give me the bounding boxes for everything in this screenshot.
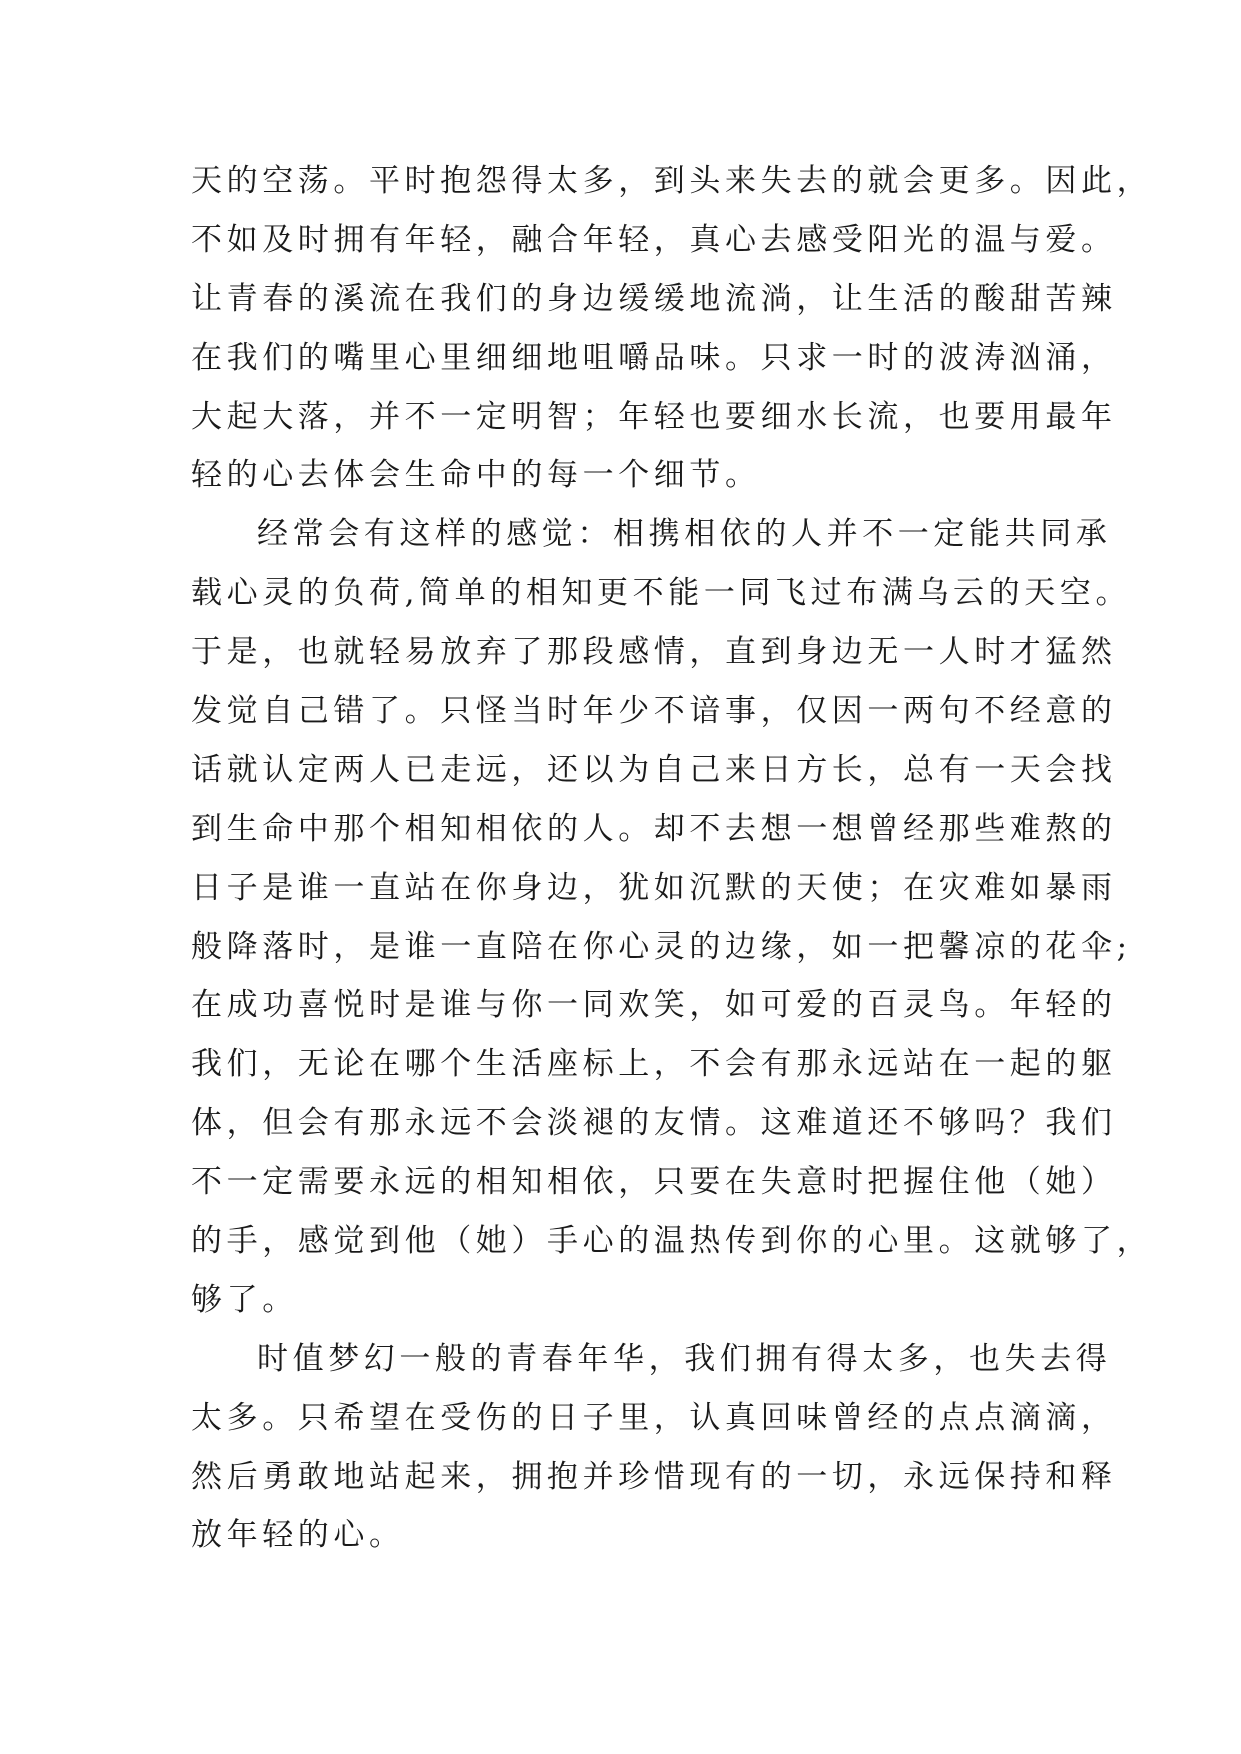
text-line: 的手，感觉到他（她）手心的温热传到你的心里。这就够了， xyxy=(191,1223,1153,1260)
paragraph-2 xyxy=(191,505,1153,1329)
text-line: 轻的心去体会生命中的每一个细节。 xyxy=(191,457,761,494)
text-line: 不如及时拥有年轻，融合年轻，真心去感受阳光的温与爱。 xyxy=(191,221,1117,258)
text-line: 然后勇敢地站起来，拥抱并珍惜现有的一切，永远保持和释 xyxy=(191,1458,1117,1495)
text-line: 让青春的溪流在我们的身边缓缓地流淌，让生活的酸甜苦辣 xyxy=(191,280,1117,317)
text-line: 话就认定两人已走远，还以为自己来日方长，总有一天会找 xyxy=(191,751,1117,788)
paragraph-3 xyxy=(191,1330,1117,1566)
text-line: 发觉自己错了。只怪当时年少不谙事，仅因一两句不经意的 xyxy=(191,693,1117,730)
text-line: 在我们的嘴里心里细细地咀嚼品味。只求一时的波涛汹涌， xyxy=(191,339,1117,376)
text-line: 在成功喜悦时是谁与你一同欢笑，如可爱的百灵鸟。年轻的 xyxy=(191,987,1117,1024)
text-line: 载心灵的负荷,简单的相知更不能一同飞过布满乌云的天空。 xyxy=(191,575,1132,612)
text-line: 般降落时，是谁一直陪在你心灵的边缘，如一把馨凉的花伞; xyxy=(191,928,1132,965)
text-line: 大起大落，并不一定明智；年轻也要细水长流，也要用最年 xyxy=(191,398,1117,435)
text-line: 时值梦幻一般的青春年华，我们拥有得太多，也失去得 xyxy=(257,1340,1112,1377)
text-line: 经常会有这样的感觉：相携相依的人并不一定能共同承 xyxy=(257,516,1112,553)
text-line: 于是，也就轻易放弃了那段感情，直到身边无一人时才猛然 xyxy=(191,634,1117,671)
text-line: 太多。只希望在受伤的日子里，认真回味曾经的点点滴滴， xyxy=(191,1399,1117,1436)
text-line: 放年轻的心。 xyxy=(191,1517,405,1554)
text-line: 够了。 xyxy=(191,1281,298,1318)
text-line: 日子是谁一直站在你身边，犹如沉默的天使；在灾难如暴雨 xyxy=(191,869,1117,906)
body-text xyxy=(191,152,1153,1565)
text-line: 我们，无论在哪个生活座标上，不会有那永远站在一起的躯 xyxy=(191,1046,1117,1083)
text-line: 不一定需要永远的相知相依，只要在失意时把握住他（她） xyxy=(191,1164,1117,1201)
text-line: 到生命中那个相知相依的人。却不去想一想曾经那些难熬的 xyxy=(191,810,1117,847)
text-line: 天的空荡。平时抱怨得太多，到头来失去的就会更多。因此， xyxy=(191,163,1153,199)
text-line: 体，但会有那永远不会淡褪的友情。这难道还不够吗？我们 xyxy=(191,1105,1117,1142)
paragraph-1 xyxy=(191,152,1153,505)
